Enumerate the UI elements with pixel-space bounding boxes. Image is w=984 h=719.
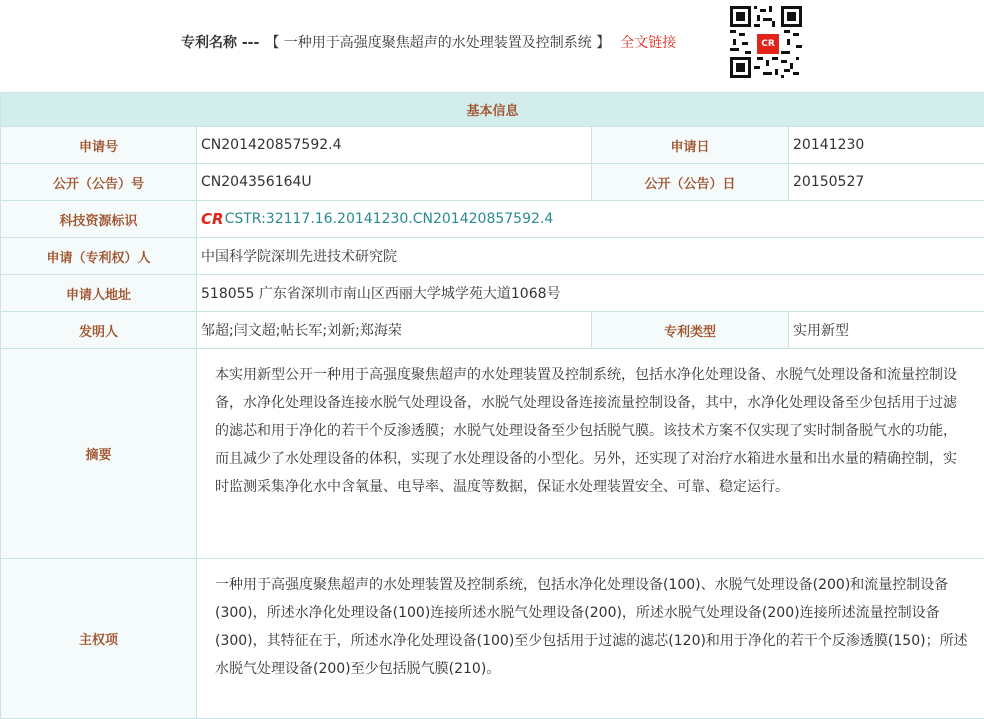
inventor-value: 邹超;闫文超;帖长军;刘新;郑海荣	[197, 312, 592, 349]
patent-type-label: 专利类型	[592, 312, 789, 349]
applicant-label: 申请（专利权）人	[1, 238, 197, 275]
patent-name: 【 一种用于高强度聚焦超声的水处理装置及控制系统 】	[265, 32, 610, 52]
claim-text: 一种用于高强度聚焦超声的水处理装置及控制系统，包括水净化处理设备(100)、水脱气处理设备(200)和流量控制设备(300)，所述水净化处理设备(100)连接所述水脱气处理设备(200)，所述水脱气处理设备(200)连接所述流量控制设备(300)，其特征在于，所述水净化处理设备(100)至少包括用于过滤的滤芯(120)和用于净化的若干个反渗透膜(150)；所述水脱气处理设备(200)至少包括脱气膜(210)。	[197, 559, 984, 719]
address-value: 518055 广东省深圳市南山区西丽大学城学苑大道1068号	[197, 275, 984, 312]
app-date-label: 申请日	[592, 127, 789, 164]
abstract-label: 摘要	[1, 349, 197, 559]
patent-title-label: 专利名称 ---	[181, 32, 259, 52]
section-title: 基本信息	[1, 93, 984, 127]
cstr-link[interactable]	[201, 210, 553, 228]
qr-logo: CR	[755, 32, 781, 56]
pub-no-value: CN204356164U	[197, 164, 592, 201]
applicant-value: 中国科学院深圳先进技术研究院	[197, 238, 984, 275]
cstr-cell	[197, 201, 984, 238]
abstract-text: 本实用新型公开一种用于高强度聚焦超声的水处理装置及控制系统，包括水净化处理设备、水脱气处理设备和流量控制设备，水净化处理设备连接水脱气处理设备，水脱气处理设备连接流量控制设备，其中，水净化处理设备至少包括用于过滤的滤芯和用于净化的若干个反渗透膜；水脱气处理设备至少包括脱气膜。该技术方案不仅实现了实时制备脱气水的功能，而且减少了水处理设备的体积，实现了水处理设备的小型化。另外，还实现了对治疗水箱进水量和出水量的精确控制，实时监测采集净化水中含氧量、电导率、温度等数据，保证水处理装置安全、可靠、稳定运行。	[197, 349, 984, 559]
pub-date-value: 20150527	[789, 164, 984, 201]
pub-date-label: 公开（公告）日	[592, 164, 789, 201]
address-label: 申请人地址	[1, 275, 197, 312]
claim-label: 主权项	[1, 559, 197, 719]
patent-type-value: 实用新型	[789, 312, 984, 349]
cstr-logo-icon: CR	[201, 210, 224, 228]
patent-info-table	[0, 92, 984, 719]
page-header	[0, 0, 984, 92]
qr-code-icon	[730, 6, 802, 78]
pub-no-label: 公开（公告）号	[1, 164, 197, 201]
app-date-value: 20141230	[789, 127, 984, 164]
inventor-label: 发明人	[1, 312, 197, 349]
app-no-label: 申请号	[1, 127, 197, 164]
patent-title-line	[181, 31, 676, 53]
app-no-value: CN201420857592.4	[197, 127, 592, 164]
cstr-value: CSTR:32117.16.20141230.CN201420857592.4	[225, 211, 554, 227]
cstr-label: 科技资源标识	[1, 201, 197, 238]
fulltext-link[interactable]: 全文链接	[620, 32, 676, 52]
